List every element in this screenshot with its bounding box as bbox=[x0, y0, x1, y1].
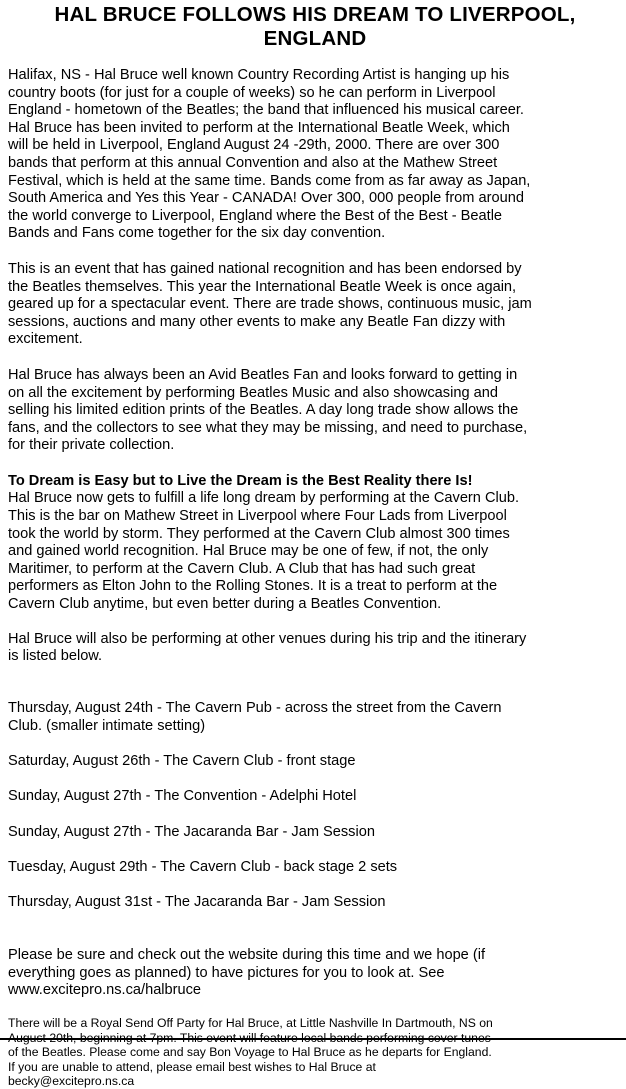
itinerary-list bbox=[8, 683, 622, 929]
itinerary-item: Thursday, August 31st - The Jacaranda Bar - Jam Session bbox=[8, 893, 386, 910]
paragraph-cavern-club: Hal Bruce now gets to fulfill a life long dream by performing at the Cavern Club. This is the bar on Mathew Street in Liverpool where Four Lads from Liverpool took the world by storm. They performed at the Cavern Club almost 300 times and gained world recognition. Hal Bruce may be one of few, if not, the only Maritimer, to perform at the Cavern Club. A Club that has had such great performers as Elton John to the Rolling Stones. It is a treat to perform at the Cavern Club anytime, but even better during a Beatles Convention. bbox=[8, 490, 520, 613]
footnote-send-off-party: There will be a Royal Send Off Party for Hal Bruce, at Little Nashville In Dartmouth, NS on of the Beatles. Please come and say Bon Voyage to Hal Bruce as he departs for England. If you are unable to attend, please email best wishes to Hal Bruce at becky@excitepro.ns.ca bbox=[8, 1015, 493, 1089]
itinerary-item: Saturday, August 26th - The Cavern Club - front stage bbox=[8, 753, 356, 770]
itinerary-item: Thursday, August 24th - The Cavern Pub - across the street from the Cavern Club. (smaller intimate setting) bbox=[8, 700, 502, 734]
paragraph-website: Please be sure and check out the website during this time and we hope (if everything goes as planned) to have pictures for you to look at. See www.excitepro.ns.ca/halbruce bbox=[8, 947, 486, 999]
itinerary-item: Sunday, August 27th - The Convention - Adelphi Hotel bbox=[8, 788, 357, 805]
subheading-dream: To Dream is Easy but to Live the Dream is the Best Reality there Is! bbox=[8, 472, 473, 489]
itinerary-item: Tuesday, August 29th - The Cavern Club - back stage 2 sets bbox=[8, 858, 398, 875]
paragraph-avid-fan: Hal Bruce has always been an Avid Beatles Fan and looks forward to getting in on all the excitement by performing Beatles Music and also showcasing and selling his limited edition prints of the Beatles. A day long trade show allows the fans, and the collectors to see what they may be missing, and need to purchase, for their private collection. bbox=[8, 366, 528, 454]
paragraph-venues: Hal Bruce will also be performing at other venues during his trip and the itinerary is listed below. bbox=[8, 630, 527, 665]
headline: HAL BRUCE FOLLOWS HIS DREAM TO LIVERPOOL, ENGLAND bbox=[54, 3, 576, 50]
paragraph-intro: Halifax, NS - Hal Bruce well known Country Recording Artist is hanging up his country boots (for just for a couple of weeks) so he can perform in Liverpool England - hometown of the Beatles; the band that influenced his musical career. Hal Bruce has been invited to perform at the International Beatle Week, which will be held in Liverpool, England August 24 -29th, 2000. There are over 300 bands that perform at this annual Convention and also at the Mathew Street Festival, which is held at the same time. Bands come from as far away as Japan, South America and Yes this Year - CANADA! Over 300, 000 people from around the world converge to Liverpool, England where the Best of the Best - Beatle Bands and Fans come together for the six day convention. bbox=[8, 67, 531, 242]
itinerary-item: Sunday, August 27th - The Jacaranda Bar - Jam Session bbox=[8, 823, 375, 840]
paragraph-recognition: This is an event that has gained national recognition and has been endorsed by the Beatles themselves. This year the International Beatle Week is once again, geared up for a spectacular event. There are trade shows, continuous music, jam sessions, auctions and many other events to make any Beatle Fan dizzy with excitement. bbox=[8, 260, 532, 348]
bottom-divider bbox=[0, 1038, 626, 1040]
